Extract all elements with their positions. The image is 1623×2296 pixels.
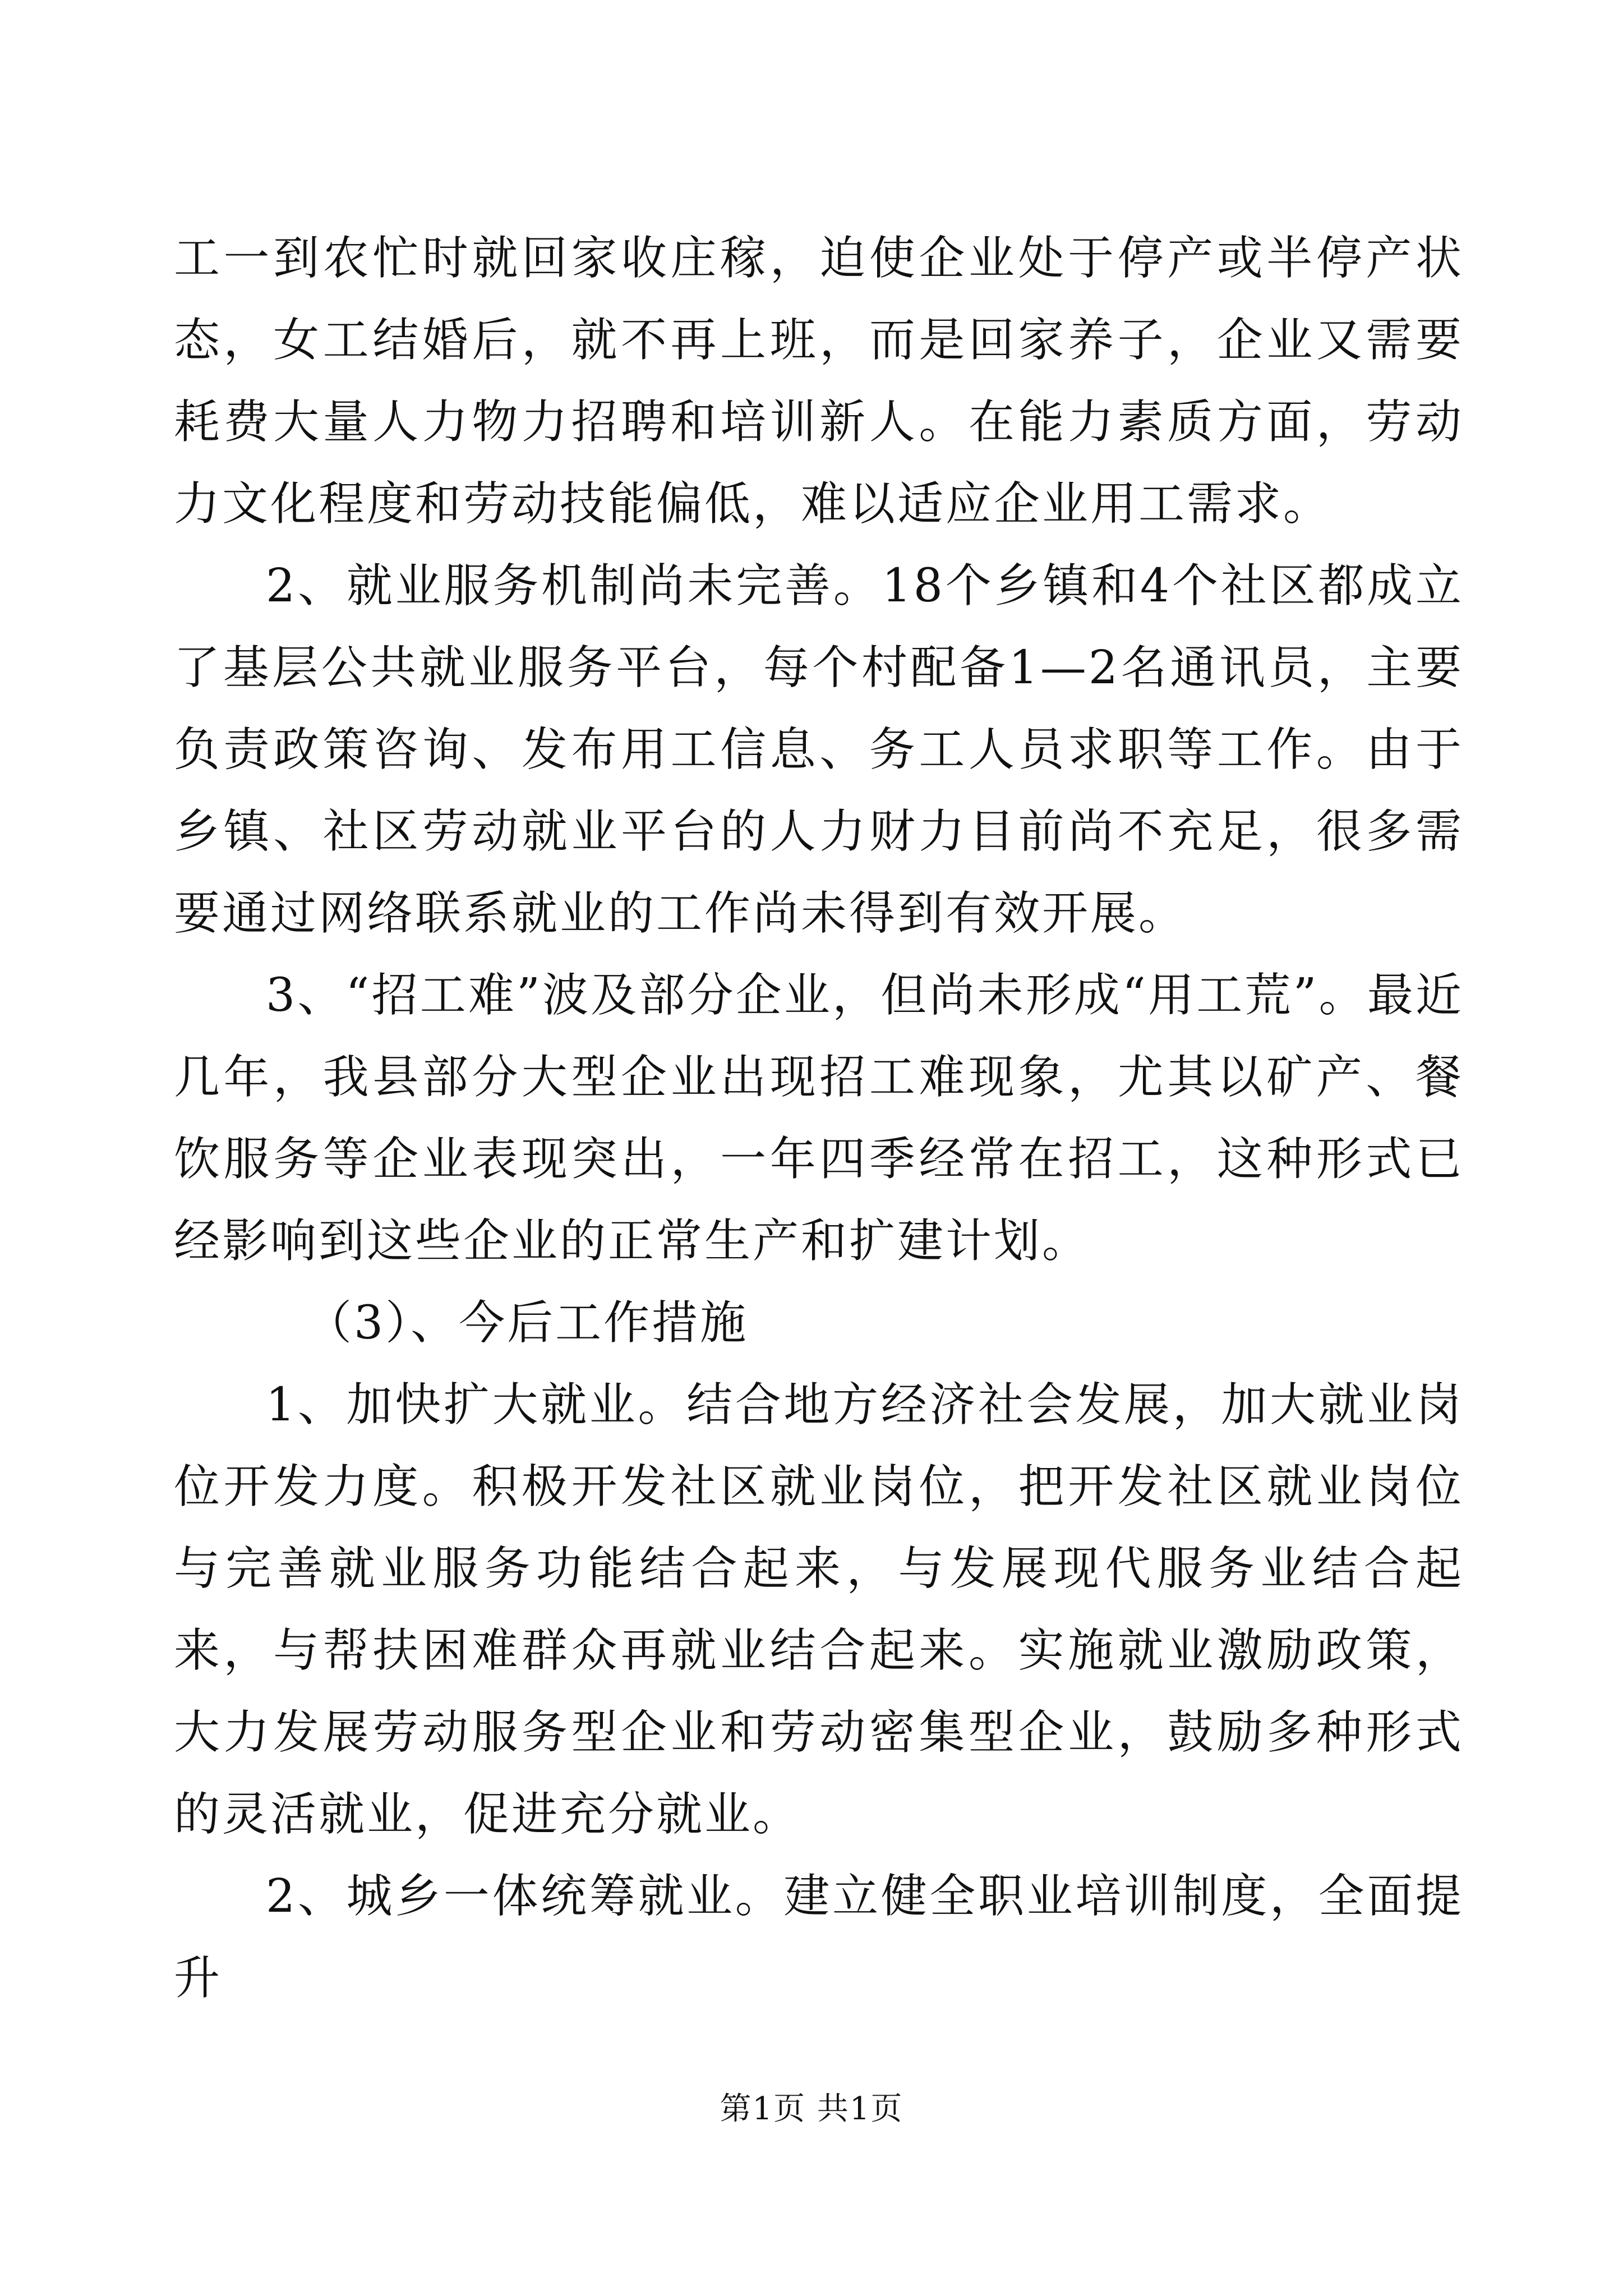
paragraph-employment-service: 2、就业服务机制尚未完善。18个乡镇和4个社区都成立了基层公共就业服务平台，每个村配备1—2名通讯员，主要负责政策咨询、发布用工信息、务工人员求职等工作。由于乡镇、社区劳动就业平台的人力财力目前尚不充足，很多需要通过网络联系就业的工作尚未得到有效开展。 (174, 559, 1464, 940)
document-body (174, 218, 1464, 2019)
paragraph-expand-employment: 1、加快扩大就业。结合地方经济社会发展，加大就业岗位开发力度。积极开发社区就业岗位，把开发社区就业岗位与完善就业服务功能结合起来，与发展现代服务业结合起来，与帮扶困难群众再就业结合起来。实施就业激励政策，大力发展劳动服务型企业和劳动密集型企业，鼓励多种形式的灵活就业，促进充分就业。 (174, 1378, 1464, 1841)
paragraph-urban-rural-employment: 2、城乡一体统筹就业。建立健全职业培训制度，全面提升 (174, 1870, 1464, 2005)
page-footer: 第1页 共1页 (720, 2091, 903, 2127)
section-heading-future-measures: （3）、今后工作措施 (306, 1296, 749, 1350)
paragraph-recruitment-difficulty: 3、“招工难”波及部分企业，但尚未形成“用工荒”。最近几年，我县部分大型企业出现招工难现象，尤其以矿产、餐饮服务等企业表现突出，一年四季经常在招工，这种形式已经影响到这些企业的正常生产和扩建计划。 (174, 969, 1464, 1268)
paragraph-labor-issues: 工一到农忙时就回家收庄稼，迫使企业处于停产或半停产状态，女工结婚后，就不再上班，而是回家养子，企业又需要耗费大量人力物力招聘和培训新人。在能力素质方面，劳动力文化程度和劳动技能偏低，难以适应企业用工需求。 (174, 232, 1464, 531)
